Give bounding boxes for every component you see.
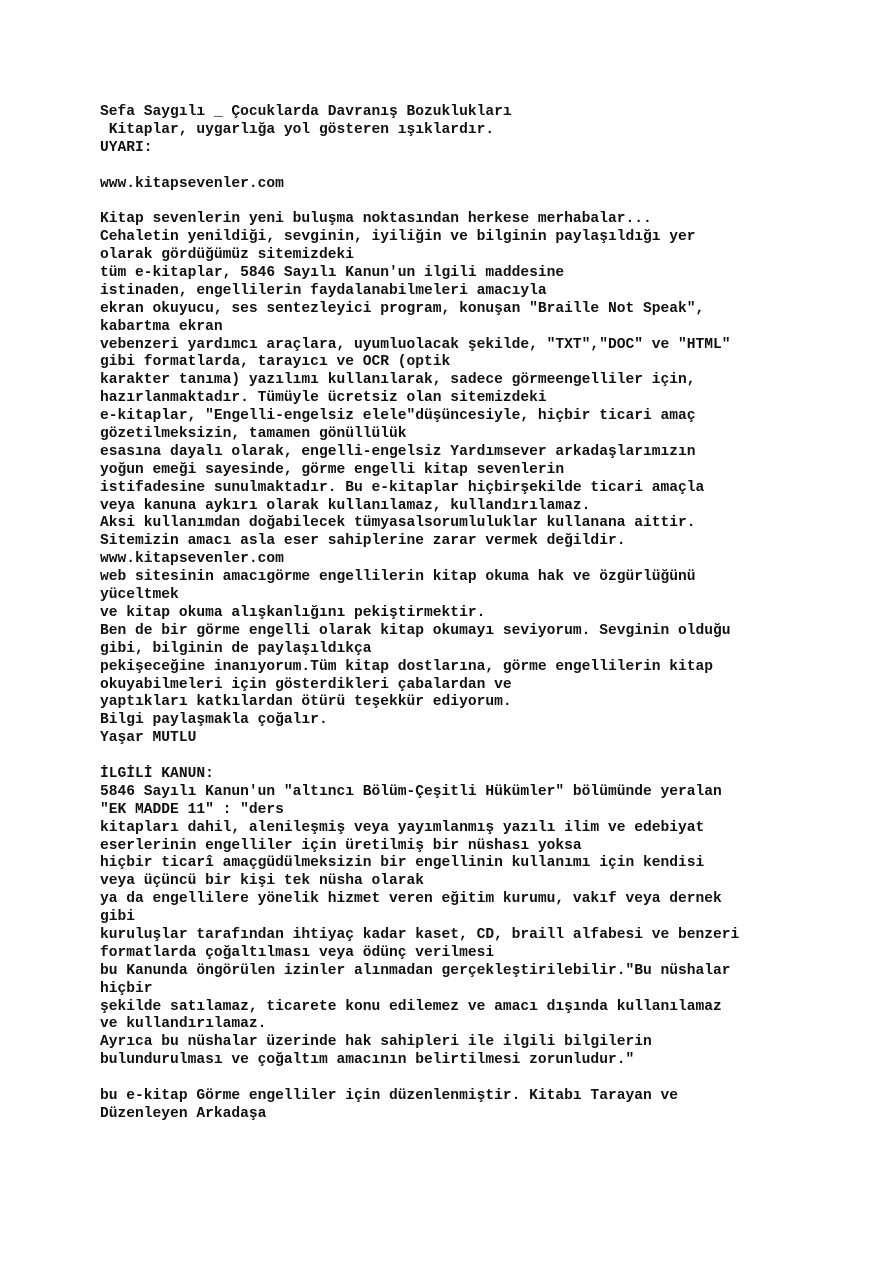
text-line: yaptıkları katkılardan ötürü teşekkür ediyorum.: [100, 694, 512, 711]
text-line: hiçbir: [100, 980, 153, 997]
text-line: Kitaplar, uygarlığa yol gösteren ışıklardır.: [100, 121, 495, 138]
text-line: olarak gördüğümüz sitemizdeki: [100, 247, 354, 264]
text-line: ve kullandırılamaz.: [100, 1016, 267, 1033]
text-line: eserlerinin engelliler için üretilmiş bir nüshası yoksa: [100, 837, 582, 854]
text-line: [100, 748, 870, 766]
text-line: [100, 158, 870, 176]
text-line: veya kanuna aykırı olarak kullanılamaz, kullandırılamaz.: [100, 497, 591, 514]
text-line: İLGİLİ KANUN:: [100, 765, 214, 782]
text-line: UYARI:: [100, 139, 153, 156]
text-line: www.kitapsevenler.com: [100, 551, 284, 568]
text-line: pekişeceğine inanıyorum.Tüm kitap dostlarına, görme engellilerin kitap: [100, 658, 714, 675]
text-line: gibi formatlarda, tarayıcı ve OCR (optik: [100, 354, 451, 371]
text-line: ya da engellilere yönelik hizmet veren eğitim kurumu, vakıf veya dernek: [100, 891, 722, 908]
text-line: gözetilmeksizin, tamamen gönüllülük: [100, 426, 407, 443]
text-line: istinaden, engellilerin faydalanabilmeleri amacıyla: [100, 282, 547, 299]
text-line: hazırlanmaktadır. Tümüyle ücretsiz olan sitemizdeki: [100, 390, 547, 407]
text-line: ve kitap okuma alışkanlığını pekiştirmektir.: [100, 604, 486, 621]
text-line: ekran okuyucu, ses sentezleyici program, konuşan "Braille Not Speak",: [100, 300, 705, 317]
text-line: [100, 193, 870, 211]
text-line: Düzenleyen Arkadaşa: [100, 1105, 267, 1122]
text-line: "EK MADDE 11" : "ders: [100, 801, 284, 818]
text-line: Kitap sevenlerin yeni buluşma noktasından herkese merhabalar...: [100, 211, 652, 228]
text-line: hiçbir ticarî amaçgüdülmeksizin bir engellinin kullanımı için kendisi: [100, 855, 705, 872]
text-line: kitapları dahil, alenileşmiş veya yayımlanmış yazılı ilim ve edebiyat: [100, 819, 705, 836]
text-line: istifadesine sunulmaktadır. Bu e-kitaplar hiçbirşekilde ticari amaçla: [100, 479, 705, 496]
text-line: Bilgi paylaşmakla çoğalır.: [100, 712, 328, 729]
text-line: web sitesinin amacıgörme engellilerin kitap okuma hak ve özgürlüğünü: [100, 569, 696, 586]
text-line: bulundurulması ve çoğaltım amacının belirtilmesi zorunludur.": [100, 1052, 635, 1069]
document-text: [100, 104, 870, 1124]
text-line: Sitemizin amacı asla eser sahiplerine zarar vermek değildir.: [100, 533, 626, 550]
text-line: karakter tanıma) yazılımı kullanılarak, sadece görmeengelliler için,: [100, 372, 696, 389]
text-line: 5846 Sayılı Kanun'un "altıncı Bölüm-Çeşitli Hükümler" bölümünde yeralan: [100, 783, 722, 800]
text-line: şekilde satılamaz, ticarete konu edilemez ve amacı dışında kullanılamaz: [100, 998, 722, 1015]
text-line: esasına dayalı olarak, engelli-engelsiz Yardımsever arkadaşlarımızın: [100, 443, 696, 460]
text-line: veya üçüncü bir kişi tek nüsha olarak: [100, 873, 425, 890]
text-line: vebenzeri yardımcı araçlara, uyumluolacak şekilde, "TXT","DOC" ve "HTML": [100, 336, 731, 353]
text-line: Aksi kullanımdan doğabilecek tümyasalsorumluluklar kullanana aittir.: [100, 515, 696, 532]
text-line: bu Kanunda öngörülen izinler alınmadan gerçekleştirilebilir."Bu nüshalar: [100, 962, 731, 979]
text-line: Cehaletin yenildiği, sevginin, iyiliğin ve bilginin paylaşıldığı yer: [100, 229, 696, 246]
text-line: gibi: [100, 909, 136, 926]
text-line: [100, 1070, 870, 1088]
text-line: yüceltmek: [100, 587, 179, 604]
text-line: bu e-kitap Görme engelliler için düzenlenmiştir. Kitabı Tarayan ve: [100, 1087, 679, 1104]
text-line: formatlarda çoğaltılması veya ödünç verilmesi: [100, 944, 495, 961]
text-line: e-kitaplar, "Engelli-engelsiz elele"düşüncesiyle, hiçbir ticari amaç: [100, 408, 696, 425]
text-line: www.kitapsevenler.com: [100, 175, 284, 192]
text-line: kuruluşlar tarafından ihtiyaç kadar kaset, CD, braill alfabesi ve benzeri: [100, 926, 740, 943]
text-line: kabartma ekran: [100, 318, 223, 335]
text-line: yoğun emeği sayesinde, görme engelli kitap sevenlerin: [100, 461, 565, 478]
text-line: Ayrıca bu nüshalar üzerinde hak sahipleri ile ilgili bilgilerin: [100, 1034, 652, 1051]
text-line: Sefa Saygılı _ Çocuklarda Davranış Bozuklukları: [100, 104, 512, 120]
text-line: Yaşar MUTLU: [100, 730, 197, 747]
text-line: gibi, bilginin de paylaşıldıkça: [100, 640, 372, 657]
text-line: tüm e-kitaplar, 5846 Sayılı Kanun'un ilgili maddesine: [100, 265, 565, 282]
text-line: Ben de bir görme engelli olarak kitap okumayı seviyorum. Sevginin olduğu: [100, 622, 731, 639]
text-line: okuyabilmeleri için gösterdikleri çabalardan ve: [100, 676, 512, 693]
